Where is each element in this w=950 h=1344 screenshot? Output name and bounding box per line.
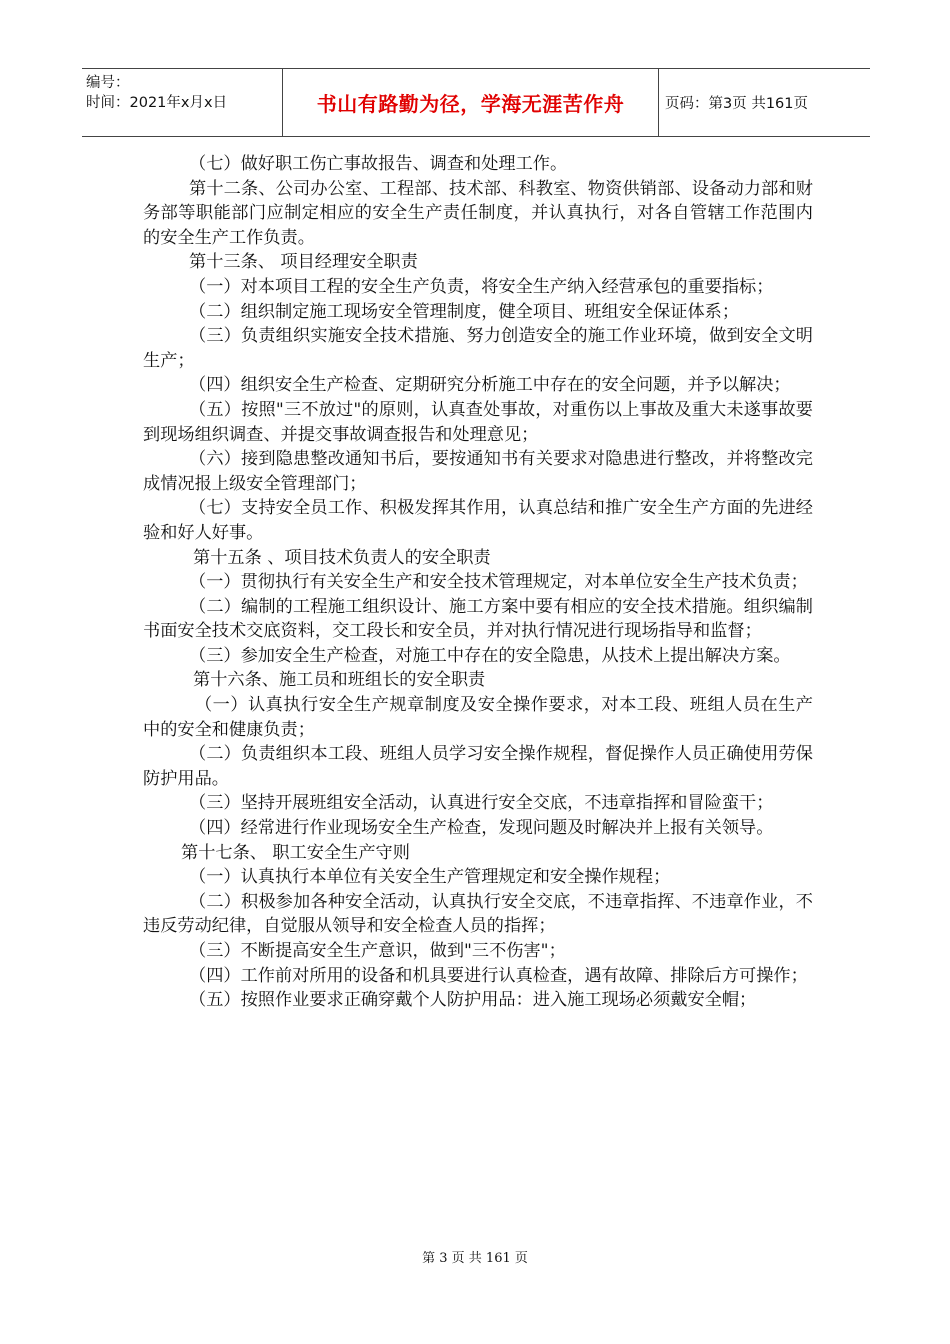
paragraph: （二）组织制定施工现场安全管理制度，健全项目、班组安全保证体系； bbox=[189, 301, 740, 322]
paragraph: （四）组织安全生产检查、定期研究分析施工中存在的安全问题，并予以解决； bbox=[189, 375, 791, 396]
page-footer: 第 3 页 共 161 页 bbox=[422, 1251, 528, 1266]
paragraph: （一）认真执行本单位有关安全生产管理规定和安全操作规程； bbox=[189, 867, 671, 888]
document-number: 编号： bbox=[86, 75, 130, 91]
header-motto: 书山有路勤为径，学海无涯苦作舟 bbox=[283, 69, 659, 136]
document-date: 时间：2021年x月x日 bbox=[86, 95, 228, 111]
paragraph: 第十七条、 职工安全生产守则 bbox=[181, 842, 410, 863]
paragraph: （七）支持安全员工作、积极发挥其作用，认真总结和推广安全生产方面的先进经验和好人好事。 bbox=[143, 498, 813, 543]
paragraph: （二）积极参加各种安全活动，认真执行安全交底，不违章指挥、不违章作业，不违反劳动纪律，自觉服从领导和安全检查人员的指挥； bbox=[143, 891, 813, 937]
paragraph: （三）坚持开展班组安全活动，认真进行安全交底，不违章指挥和冒险蛮干； bbox=[189, 793, 774, 814]
paragraph: （一）贯彻执行有关安全生产和安全技术管理规定，对本单位安全生产技术负责； bbox=[189, 572, 808, 593]
paragraph: 第十六条、施工员和班组长的安全职责 bbox=[193, 670, 486, 691]
paragraph: （五）按照作业要求正确穿戴个人防护用品：进入施工现场必须戴安全帽； bbox=[189, 990, 757, 1011]
paragraph: （六）接到隐患整改通知书后，要按通知书有关要求对隐患进行整改，并将整改完成情况报上级安全管理部门； bbox=[143, 449, 813, 494]
paragraph: 第十三条、 项目经理安全职责 bbox=[189, 252, 418, 273]
page-header bbox=[82, 68, 870, 137]
paragraph: （七）做好职工伤亡事故报告、调查和处理工作。 bbox=[189, 154, 568, 174]
header-page-number: 页码：第3页 共161页 bbox=[665, 96, 809, 112]
paragraph: （三）负责组织实施安全技术措施、努力创造安全的施工作业环境，做到安全文明生产； bbox=[143, 326, 813, 371]
paragraph: （四）经常进行作业现场安全生产检查，发现问题及时解决并上报有关领导。 bbox=[189, 818, 774, 839]
paragraph: （四）工作前对所用的设备和机具要进行认真检查，遇有故障、排除后方可操作； bbox=[189, 965, 808, 986]
paragraph: （二）编制的工程施工组织设计、施工方案中要有相应的安全技术措施。组织编制书面安全技术交底资料，交工段长和安全员，并对执行情况进行现场指导和监督； bbox=[143, 596, 813, 642]
document-body bbox=[143, 152, 813, 1013]
paragraph: （三）不断提高安全生产意识，做到"三不伤害"； bbox=[189, 941, 566, 961]
paragraph: （一）认真执行安全生产规章制度及安全操作要求，对本工段、班组人员在生产中的安全和健康负责； bbox=[143, 695, 813, 740]
paragraph: （一）对本项目工程的安全生产负责，将安全生产纳入经营承包的重要指标； bbox=[189, 276, 774, 297]
paragraph: （二）负责组织本工段、班组人员学习安全操作规程，督促操作人员正确使用劳保防护用品。 bbox=[143, 744, 813, 789]
header-meta bbox=[82, 69, 283, 136]
paragraph: （三）参加安全生产检查，对施工中存在的安全隐患，从技术上提出解决方案。 bbox=[189, 645, 791, 666]
paragraph: 第十二条、公司办公室、工程部、技术部、科教室、物资供销部、设备动力部和财务部等职能部门应制定相应的安全生产责任制度，并认真执行，对各自管辖工作范围内的安全生产工作负责。 bbox=[143, 178, 813, 248]
paragraph: （五）按照"三不放过"的原则，认真查处事故，对重伤以上事故及重大未遂事故要到现场组织调查、并提交事故调查报告和处理意见； bbox=[143, 399, 813, 445]
paragraph: 第十五条 、项目技术负责人的安全职责 bbox=[193, 547, 491, 568]
